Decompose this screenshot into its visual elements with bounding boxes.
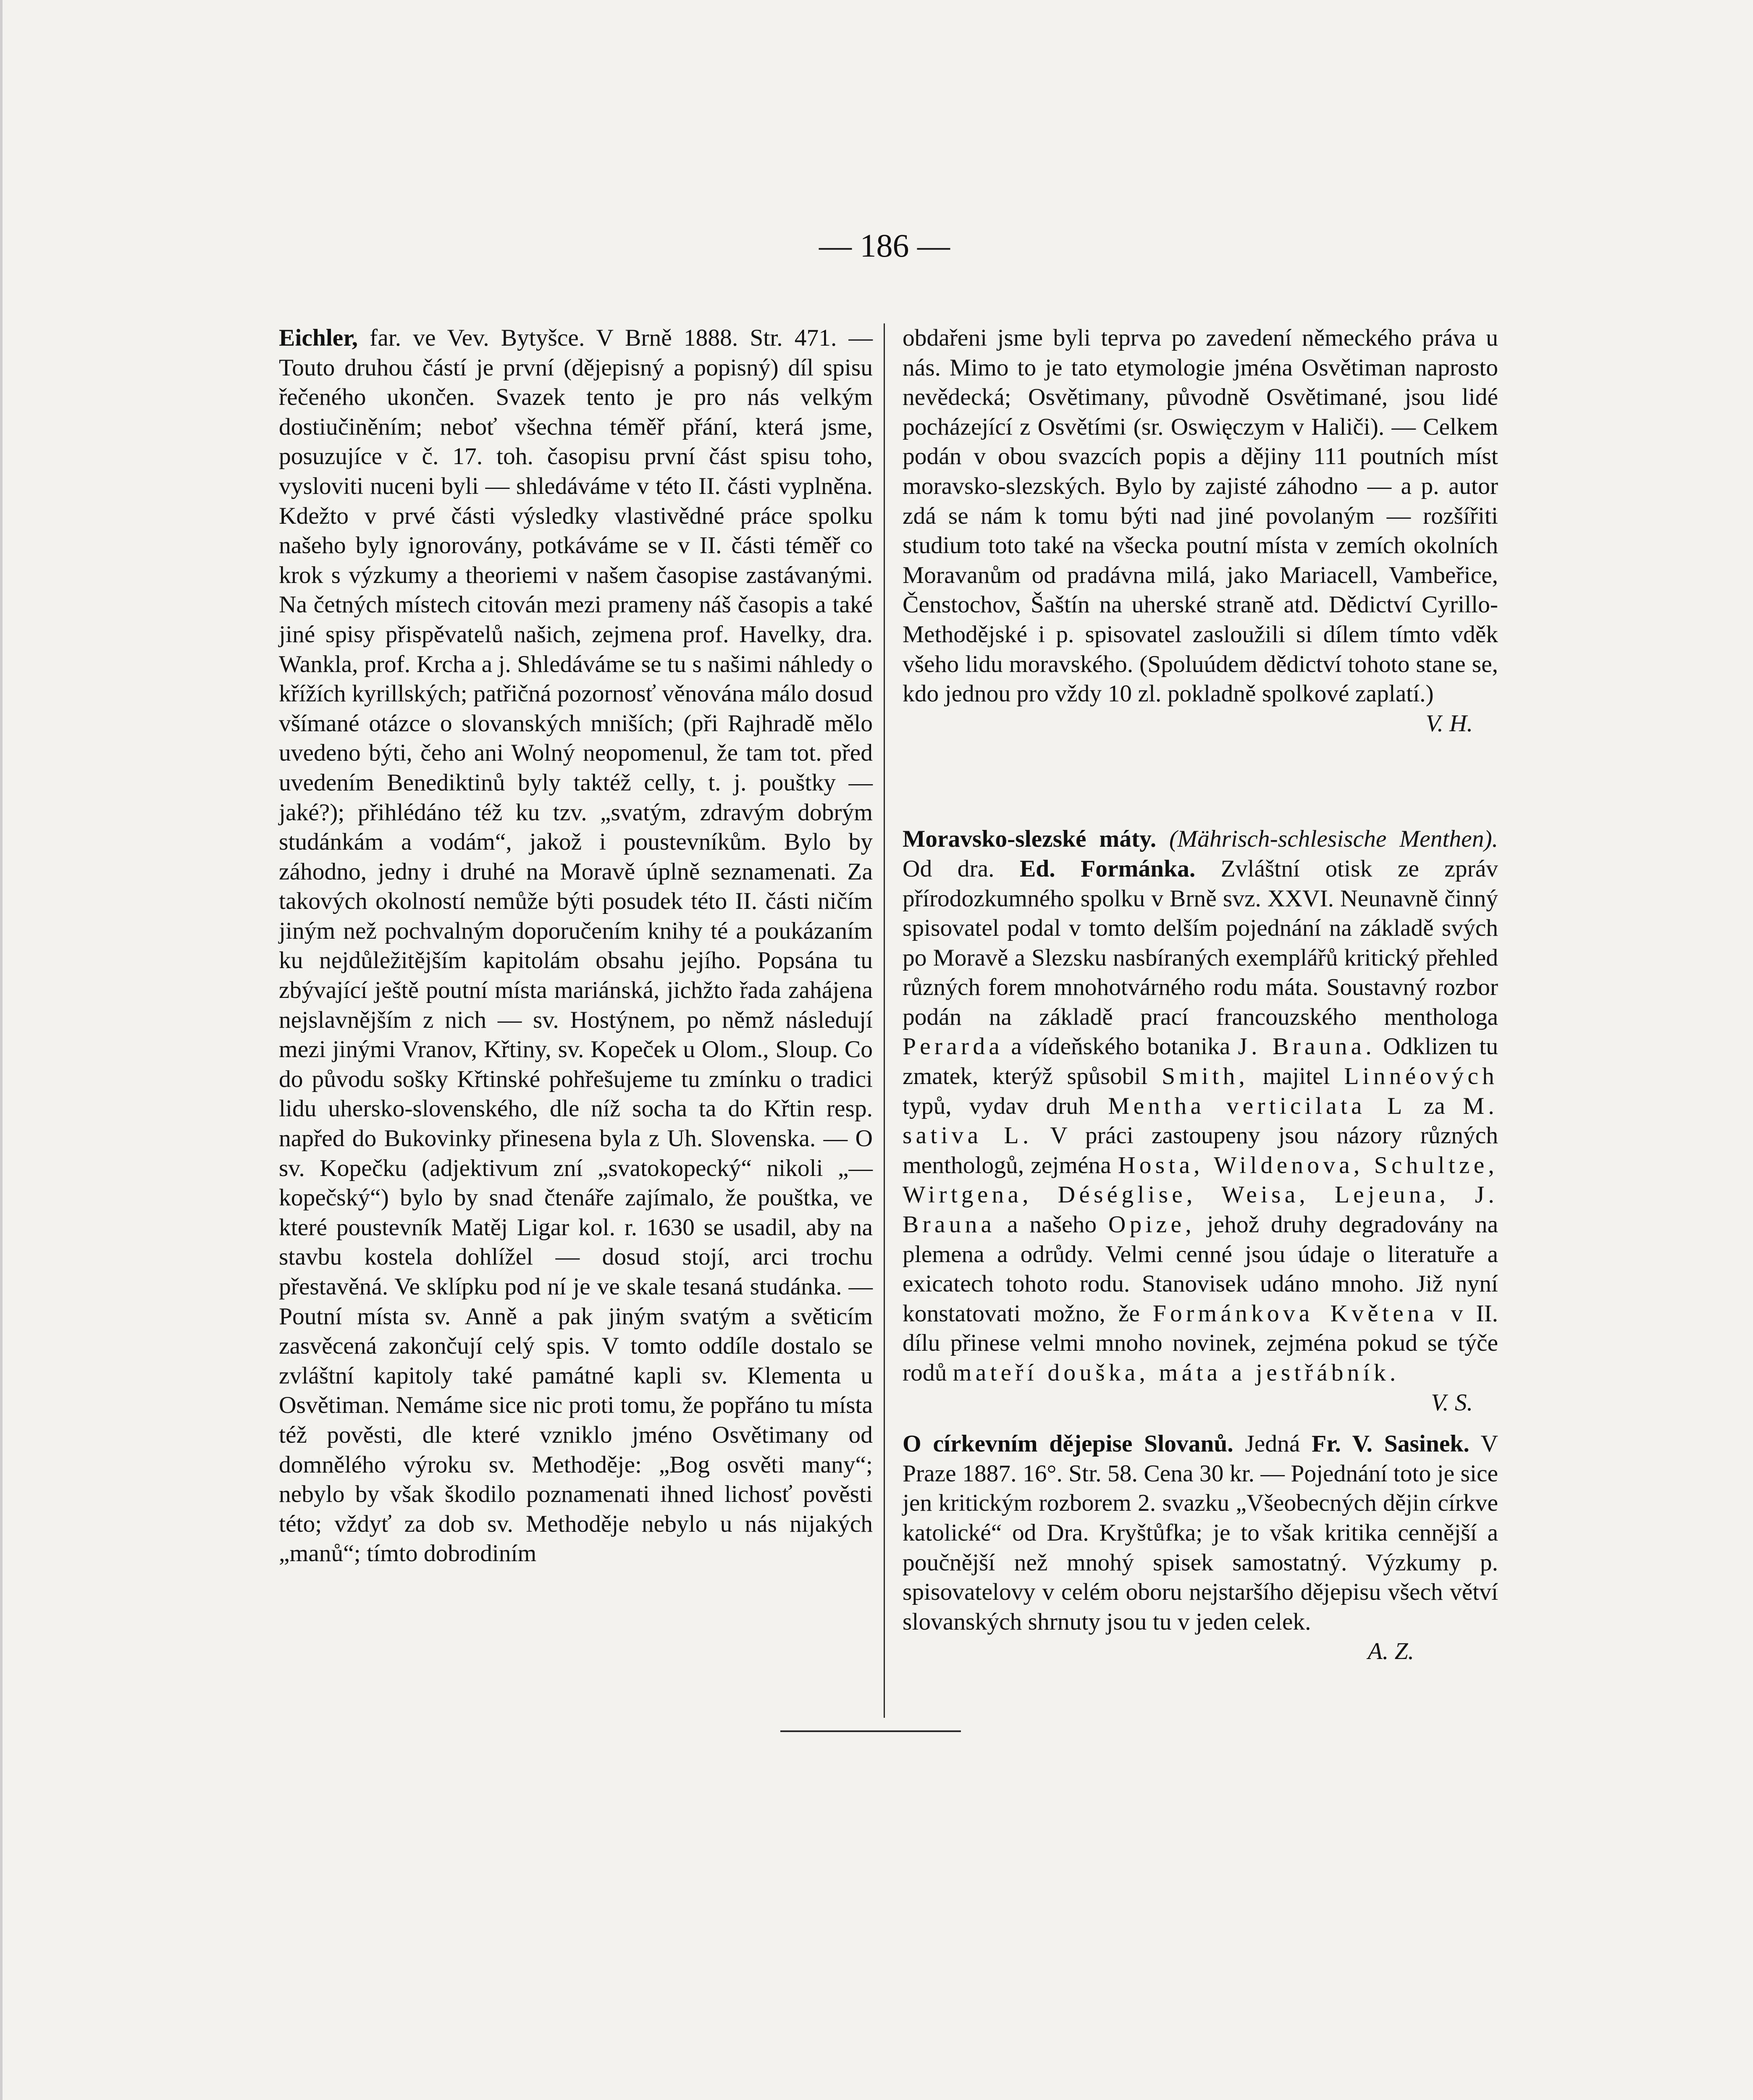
review-signature: V. H.: [1425, 710, 1473, 737]
left-column: [279, 323, 873, 1569]
review-text: Jedná: [1233, 1431, 1312, 1457]
spaced-name: mateří douška, máta a jestřábník.: [953, 1360, 1400, 1386]
review-text: V Praze 1887. 16°. Str. 58. Cena 30 kr. — Pojednání toto je sice jen kritickým rozborem 2. svazku „Všeobecných dějin církve katolické“ od Dra. Kryštůfka; je to však kritika cennější a poučnější než mnohý spisek samostatný. Výzkumy p. spisovatelovy v celém oboru nejstaršího dějepisu všech větví slovanských shrnuty jsou tu v jeden celek.: [903, 1431, 1498, 1635]
review-author: Fr. V. Sasinek.: [1312, 1431, 1470, 1457]
review-text: far. ve Vev. Bytyšce. V Brně 1888. Str. 471. — Touto druhou částí je první (dějepisný a popisný) díl spisu řečeného ukončen. Svazek tento je pro nás velkým dostiučiněním; neboť všechna téměř přání, která jsme, posuzujíce v č. 17. toh. časopisu první část spisu toho, vysloviti nuceni byli — shledáváme v této II. části vyplněna. Kdežto v prvé části výsledky vlastivědné práce spolku našeho byly ignorovány, potkáváme se v II. části téměř co krok s výzkumy a theoriemi v našem časopise zastávanými. Na četných místech citován mezi prameny náš časopis a také jiné spisy přispěvatelů našich, zejmena prof. Havelky, dra. Wankla, prof. Krcha a j. Shledáváme se tu s našimi náhledy o křížích kyrillských; patřičná pozornosť věnována málo dosud všímané otázce o slovanských mniších; (při Rajhradě mělo uvedeno býti, čeho ani Wolný neopomenul, že tam tot. před uvedením Benediktinů byly taktéž celly, t. j. pouštky — jaké?); přihlédáno též ku tzv. „svatým, zdravým dobrým studánkám a vodám“, jakož i poustevníkům. Bylo by záhodno, jedny i druhé na Moravě úplně seznamenati. Za takových okolností nemůže býti posudek této II. části ničím jiným než pochvalným doporučením knihy té a poukázaním ku nejdůležitějším kapitolám obsahu jejího. Popsána tu zbývající ještě poutní místa mariánská, jichžto řada zahájena nejslavnějším z nich — sv. Hostýnem, po němž následují mezi jinými Vranov, Křtiny, sv. Kopeček u Olom., Sloup. Co do původu sošky Křtinské pohřešujeme tu zmínku o tradici lidu uhersko-slovenského, dle níž socha ta do Křtin resp. napřed do Bukovinky přinesena byla z Uh. Slovenska. — O sv. Kopečku (adjektivum zní „svatokopecký“ nikoli „—kopečský“) bylo by snad čtenáře zajímalo, že pouštka, ve které poustevník Matěj Ligar kol. r. 1630 se usadil, aby na stavbu kostela dohlížel — dosud stojí, arci trochu přestavěná. Ve sklípku pod ní je ve skale tesaná studánka. — Poutní místa sv. Anně a pak jiným svatým a světicím zasvěcená zakončují celý spis. V tomto oddíle dostalo se zvláštní kapitoly také památné kapli sv. Klementa u Osvětiman. Nemáme sice nic proti tomu, že popřáno tu místa též pověsti, dle které vzniklo jméno Osvětimany od domnělého výroku sv. Methoděje: „Bog osvěti many“; nebylo by však škodilo poznamenati ihned lichosť pověsti této; vždyť za dob sv. Methoděje nebylo u nás nijakých „manů“; tímto dobrodiním: [279, 325, 873, 1567]
review-author: Eichler,: [279, 325, 358, 351]
end-rule: [780, 1730, 961, 1732]
spaced-name: Smith,: [1162, 1063, 1249, 1090]
review-title: O církevním dějepise Slovanů.: [903, 1431, 1233, 1457]
spaced-name: Formánkova Květena: [1152, 1300, 1438, 1327]
review-text: za: [1406, 1092, 1463, 1119]
review-signature: V. S.: [1431, 1389, 1473, 1416]
spacer: [903, 738, 1498, 824]
review-subtitle: (Mährisch-schlesische Menthen).: [1156, 826, 1498, 853]
spaced-name: Hosta, Wildenova, Schultze, Wirtgena, Déséglise, Weisa, Lejeuna, J. Brauna: [903, 1152, 1498, 1238]
review-by: Od dra.: [903, 855, 1020, 882]
spaced-name: J. Brauna.: [1238, 1033, 1375, 1060]
right-column: [903, 323, 1498, 1667]
review-author: Ed. Formánka.: [1019, 855, 1196, 882]
review-text: Odklizen tu zmatek, kterýž spůsobil: [903, 1033, 1498, 1090]
spaced-name: M. sativa L.: [903, 1092, 1498, 1149]
review-text: majitel: [1249, 1063, 1344, 1090]
review-text: a našeho: [995, 1211, 1108, 1238]
review-cirkevni-dejepis: [903, 1429, 1498, 1637]
spacer: [903, 1418, 1498, 1429]
review-text: jehož druhy degradovány na plemena a odrůdy. Velmi cenné jsou údaje o literatuře a exicatech tohoto rodu. Stanovisek udáno mnoho. Již nyní konstatovati možno, že: [903, 1211, 1498, 1327]
spaced-name: Opize,: [1108, 1211, 1195, 1238]
review-title: Moravsko-slezské máty.: [903, 826, 1157, 853]
column-divider: [884, 323, 885, 1718]
review-eichler: [279, 323, 873, 1569]
review-signature: A. Z.: [1367, 1638, 1414, 1665]
spaced-name: Linnéových: [1344, 1063, 1498, 1090]
review-text: Zvláštní otisk ze zpráv přírodozkumného spolku v Brně svz. XXVI. Neunavně činný spisovatel podal v tomto delším pojednání na základě svých po Moravě a Slezsku nasbíraných exemplářů kritický přehled různých forem mnohotvárného rodu máta. Soustavný rozbor podán na základě prací francouzského menthologa: [903, 855, 1498, 1030]
review-text: v II. dílu přinese velmi mnoho novinek, zejména pokud se týče rodů: [903, 1300, 1498, 1386]
spaced-name: Mentha verticilata L: [1108, 1092, 1406, 1119]
review-text: a vídeňského botanika: [1003, 1033, 1238, 1060]
page-number: — 186 —: [819, 227, 950, 264]
review-text: typů, vydav druh: [903, 1092, 1108, 1119]
review-text: V práci zastoupeny jsou názory různých menthologů, zejména: [903, 1122, 1498, 1179]
spaced-name: Perarda: [903, 1033, 1003, 1060]
review-eichler-continued: obdařeni jsme byli teprva po zavedení německého práva u nás. Mimo to je tato etymologie jména Osvětiman naprosto nevědecká; Osvětimany, původně Osvětimané, jsou lidé pocházející z Osvětími (sr. Oswięczym v Haliči). — Celkem podán v obou svazcích popis a dějiny 111 poutních míst moravsko-slezských. Bylo by zajisté záhodno — a p. autor zdá se nám k tomu býti nad jiné povolaným — rozšířiti studium toto také na všecka poutní místa v zemích okolních Moravanům od pradávna milá, jako Mariacell, Vambeřice, Čenstochov, Šaštín na uherské straně atd. Dědictví Cyrillo-Methodějské i p. spisovatel zasloužili si dílem tímto vděk všeho lidu moravského. (Spoluúdem dědictví tohoto stane se, kdo jednou pro vždy 10 zl. pokladně spolkové zaplatí.): [903, 325, 1498, 707]
review-moravsko-slezske-maty: [903, 824, 1498, 1388]
